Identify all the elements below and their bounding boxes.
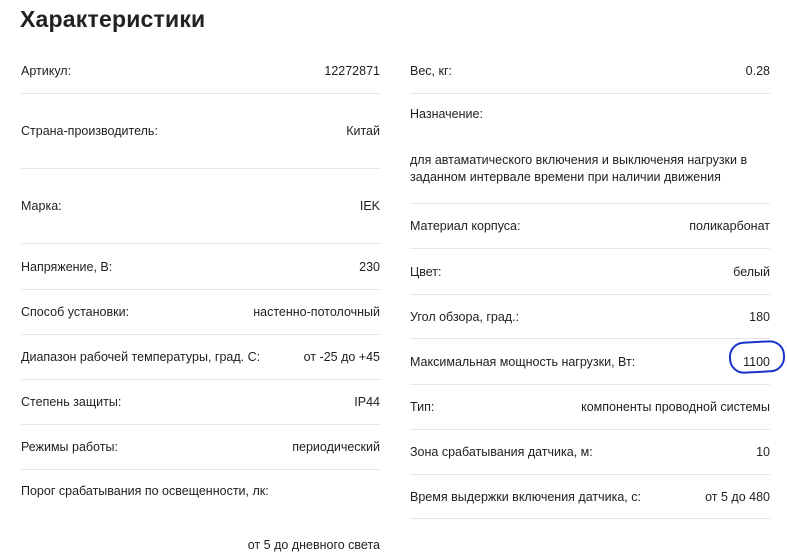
spec-row-country xyxy=(21,94,380,169)
specs-left-column xyxy=(21,48,380,560)
spec-value: 230 xyxy=(359,259,380,274)
spec-label: Время выдержки включения датчика, с: xyxy=(410,489,641,504)
spec-row-max-power xyxy=(410,339,770,385)
spec-label: Способ установки: xyxy=(21,305,130,319)
spec-label: Угол обзора, град.: xyxy=(410,309,520,324)
spec-value: от 5 до 480 xyxy=(705,489,770,504)
spec-row-color xyxy=(410,249,770,295)
spec-label: Степень защиты: xyxy=(21,395,122,409)
max-power-value: 1100 xyxy=(743,354,770,369)
spec-label: Марка: xyxy=(21,199,62,213)
spec-label: Напряжение, В: xyxy=(21,259,113,274)
spec-value: настенно-потолочный xyxy=(253,305,380,319)
spec-label: Режимы работы: xyxy=(21,440,118,454)
spec-label: Цвет: xyxy=(410,264,442,279)
spec-value: 180 xyxy=(749,309,770,324)
spec-label: Зона срабатывания датчика, м: xyxy=(410,445,593,459)
spec-value: IP44 xyxy=(354,395,380,409)
spec-label: Страна-производитель: xyxy=(21,124,158,138)
spec-value: 10 xyxy=(756,445,770,459)
spec-row-type xyxy=(410,385,770,430)
spec-value: Китай xyxy=(346,124,380,138)
spec-value xyxy=(743,355,770,369)
spec-label: Артикул: xyxy=(21,63,72,78)
spec-label: Тип: xyxy=(410,400,435,414)
spec-value: 0.28 xyxy=(745,63,770,78)
spec-value: от 5 до дневного света xyxy=(247,538,380,552)
spec-row-weight xyxy=(410,48,770,94)
spec-value: IEK xyxy=(359,199,380,213)
spec-row-delay-time xyxy=(410,475,770,519)
spec-row-temperature xyxy=(21,335,380,380)
spec-value: от -25 до +45 xyxy=(303,350,380,364)
spec-row-protection xyxy=(21,380,380,425)
spec-value: периодический xyxy=(292,440,380,454)
spec-row-view-angle xyxy=(410,295,770,339)
spec-label: Материал корпуса: xyxy=(410,219,521,233)
spec-label: Максимальная мощность нагрузки, Вт: xyxy=(410,354,636,369)
spec-value: 12272871 xyxy=(324,63,380,78)
spec-label: Диапазон рабочей температуры, град. С: xyxy=(21,350,261,364)
specs-right-column xyxy=(410,48,770,519)
spec-row-body-material xyxy=(410,204,770,249)
spec-label: Назначение: xyxy=(410,107,483,121)
spec-value: поликарбонат xyxy=(689,219,770,233)
spec-value: для автаматического включения и выключеняя нагрузки в заданном интервале времени при наличии движения xyxy=(410,153,748,184)
spec-row-mounting xyxy=(21,290,380,335)
handdrawn-highlight-circle xyxy=(728,339,786,374)
spec-label: Вес, кг: xyxy=(410,63,452,78)
spec-row-sensor-range xyxy=(410,430,770,475)
spec-row-modes xyxy=(21,425,380,470)
spec-row-article xyxy=(21,48,380,94)
spec-row-purpose xyxy=(410,94,770,204)
page-title: Характеристики xyxy=(20,6,206,32)
spec-value: компоненты проводной системы xyxy=(581,400,770,414)
spec-row-brand xyxy=(21,169,380,244)
spec-row-voltage xyxy=(21,244,380,290)
spec-label: Порог срабатывания по освещенности, лк: xyxy=(21,484,269,498)
spec-value: белый xyxy=(733,264,770,279)
